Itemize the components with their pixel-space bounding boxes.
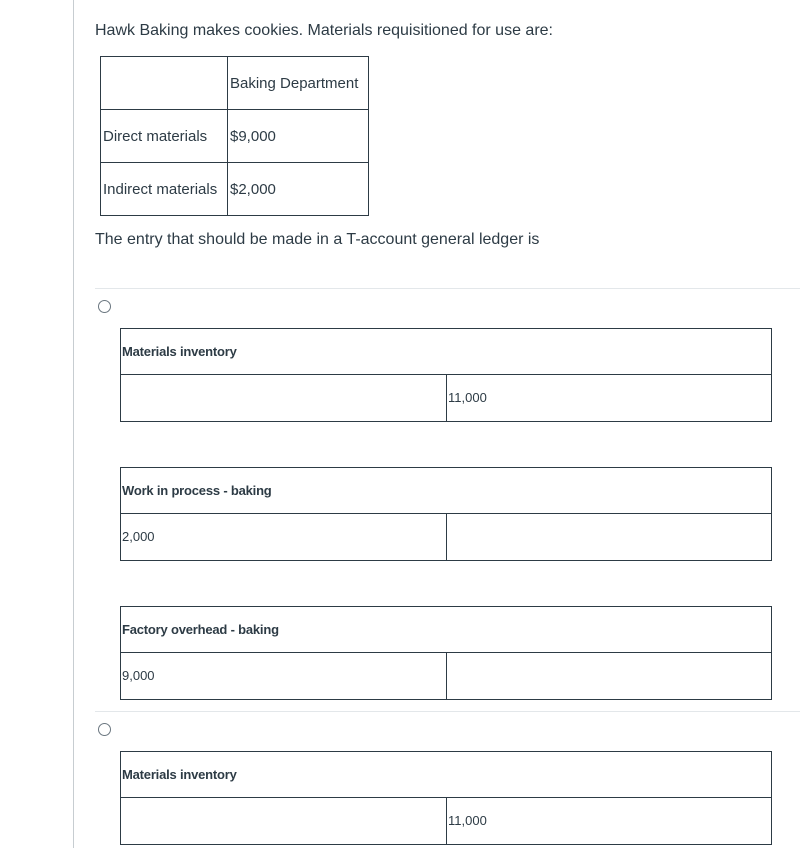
option-divider xyxy=(95,288,800,289)
left-rule xyxy=(73,0,74,848)
t-account-title: Factory overhead - baking xyxy=(122,622,279,637)
t-account-header xyxy=(121,752,771,798)
table-row xyxy=(101,163,369,216)
t-account-credit: 11,000 xyxy=(448,813,487,828)
question-text: Hawk Baking makes cookies. Materials requisitioned for use are: xyxy=(95,22,553,39)
table-cell: Indirect materials xyxy=(101,163,228,216)
option-radio-2[interactable] xyxy=(98,723,111,736)
table-header-cell xyxy=(101,57,228,110)
t-account xyxy=(120,606,772,700)
table-row xyxy=(101,110,369,163)
t-account-credit xyxy=(447,514,771,560)
t-account-debit xyxy=(121,798,447,844)
option-divider xyxy=(95,711,800,712)
t-account-debit: 2,000 xyxy=(121,514,447,560)
question-prompt: The entry that should be made in a T-account general ledger is xyxy=(95,231,540,248)
t-account-title: Work in process - baking xyxy=(122,483,272,498)
table-cell: $9,000 xyxy=(228,110,369,163)
table-header-row xyxy=(101,57,369,110)
table-cell: $2,000 xyxy=(228,163,369,216)
t-account-debit xyxy=(121,375,447,421)
table-cell: Direct materials xyxy=(101,110,228,163)
t-account-credit: 11,000 xyxy=(448,390,487,405)
t-account-debit: 9,000 xyxy=(121,653,447,699)
t-account xyxy=(120,751,772,845)
requisition-table xyxy=(100,56,369,216)
t-account-header xyxy=(121,329,771,375)
table-header-cell: Baking Department xyxy=(228,57,369,110)
option-radio-1[interactable] xyxy=(98,300,111,313)
t-account-title: Materials inventory xyxy=(122,767,237,782)
t-account-title: Materials inventory xyxy=(122,344,237,359)
t-account-credit xyxy=(447,653,771,699)
t-account-header xyxy=(121,468,771,514)
t-account-header xyxy=(121,607,771,653)
t-account xyxy=(120,328,772,422)
t-account xyxy=(120,467,772,561)
